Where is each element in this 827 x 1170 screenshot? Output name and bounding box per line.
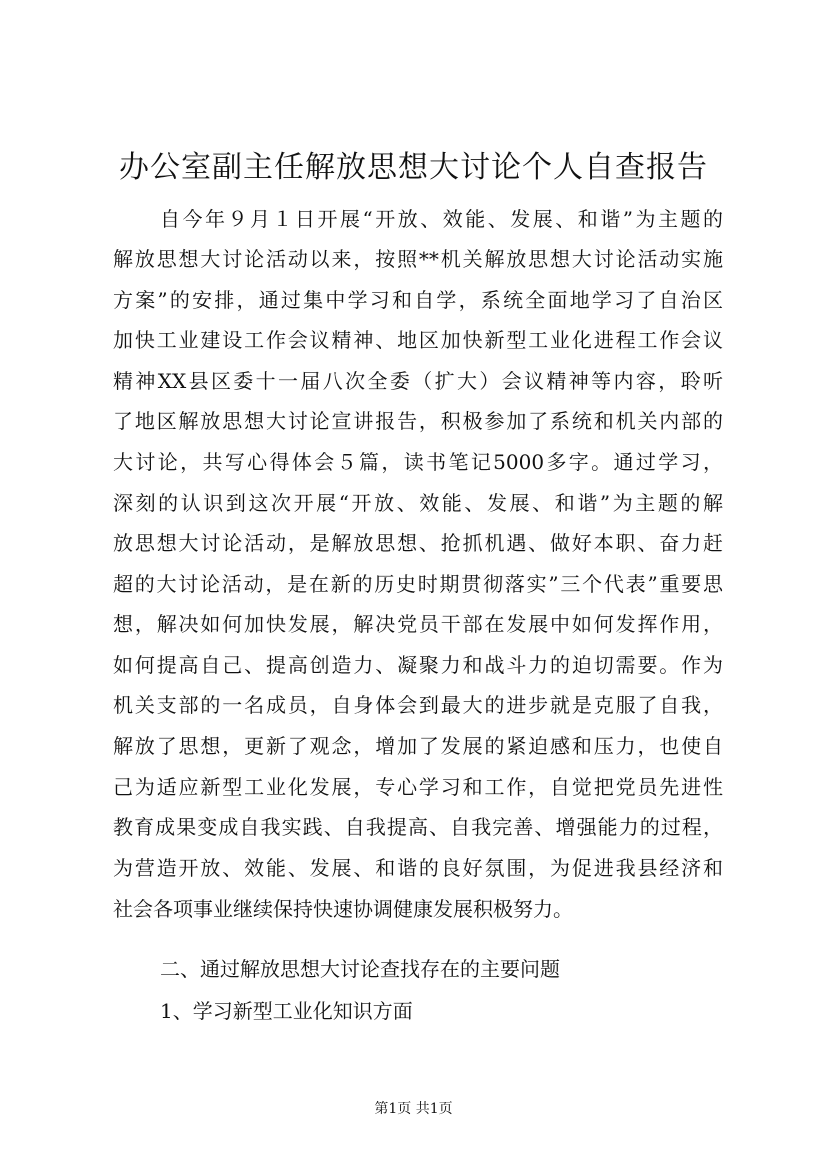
paragraph-line: 为营造开放、效能、发展、和谐的良好氛围，为促进我县经济和	[113, 856, 723, 880]
paragraph-line: 己为适应新型工业化发展，专心学习和工作，自觉把党员先进性	[113, 775, 723, 799]
subsection-heading: 1、学习新型工业化知识方面	[160, 999, 413, 1023]
document-title: 办公室副主任解放思想大讨论个人自查报告	[119, 150, 708, 185]
paragraph-line: 教育成果变成自我实践、自我提高、自我完善、增强能力的过程，	[113, 815, 723, 839]
page-number: 第1页 共1页	[374, 1101, 453, 1117]
paragraph-line: 精神XX县区委十一届八次全委（扩大）会议精神等内容，聆听	[113, 369, 723, 393]
paragraph-line: 想，解决如何加快发展，解决党员干部在发展中如何发挥作用，	[113, 612, 723, 636]
paragraph-line: 方案”的安排，通过集中学习和自学，系统全面地学习了自治区	[113, 288, 723, 312]
paragraph-line: 自今年９月１日开展“开放、效能、发展、和谐”为主题的	[160, 207, 723, 231]
paragraph-line: 加快工业建设工作会议精神、地区加快新型工业化进程工作会议	[113, 328, 723, 352]
paragraph-line: 解放思想大讨论活动以来，按照**机关解放思想大讨论活动实施	[113, 247, 723, 271]
paragraph-line: 解放了思想，更新了观念，增加了发展的紧迫感和压力，也使自	[113, 734, 723, 758]
paragraph-line: 如何提高自己、提高创造力、凝聚力和战斗力的迫切需要。作为	[113, 653, 723, 677]
section-heading: 二、通过解放思想大讨论查找存在的主要问题	[160, 957, 560, 981]
paragraph-line: 社会各项事业继续保持快速协调健康发展积极努力。	[113, 897, 573, 921]
paragraph-line: 放思想大讨论活动，是解放思想、抢抓机遇、做好本职、奋力赶	[113, 531, 723, 555]
paragraph-line: 超的大讨论活动，是在新的历史时期贯彻落实”三个代表”重要思	[113, 572, 723, 596]
paragraph-line: 深刻的认识到这次开展“开放、效能、发展、和谐”为主题的解	[113, 491, 723, 515]
paragraph-line: 了地区解放思想大讨论宣讲报告，积极参加了系统和机关内部的	[113, 409, 723, 433]
paragraph-line: 机关支部的一名成员，自身体会到最大的进步就是克服了自我，	[113, 693, 723, 717]
paragraph-line: 大讨论，共写心得体会５篇，读书笔记5000多字。通过学习，	[113, 450, 723, 474]
